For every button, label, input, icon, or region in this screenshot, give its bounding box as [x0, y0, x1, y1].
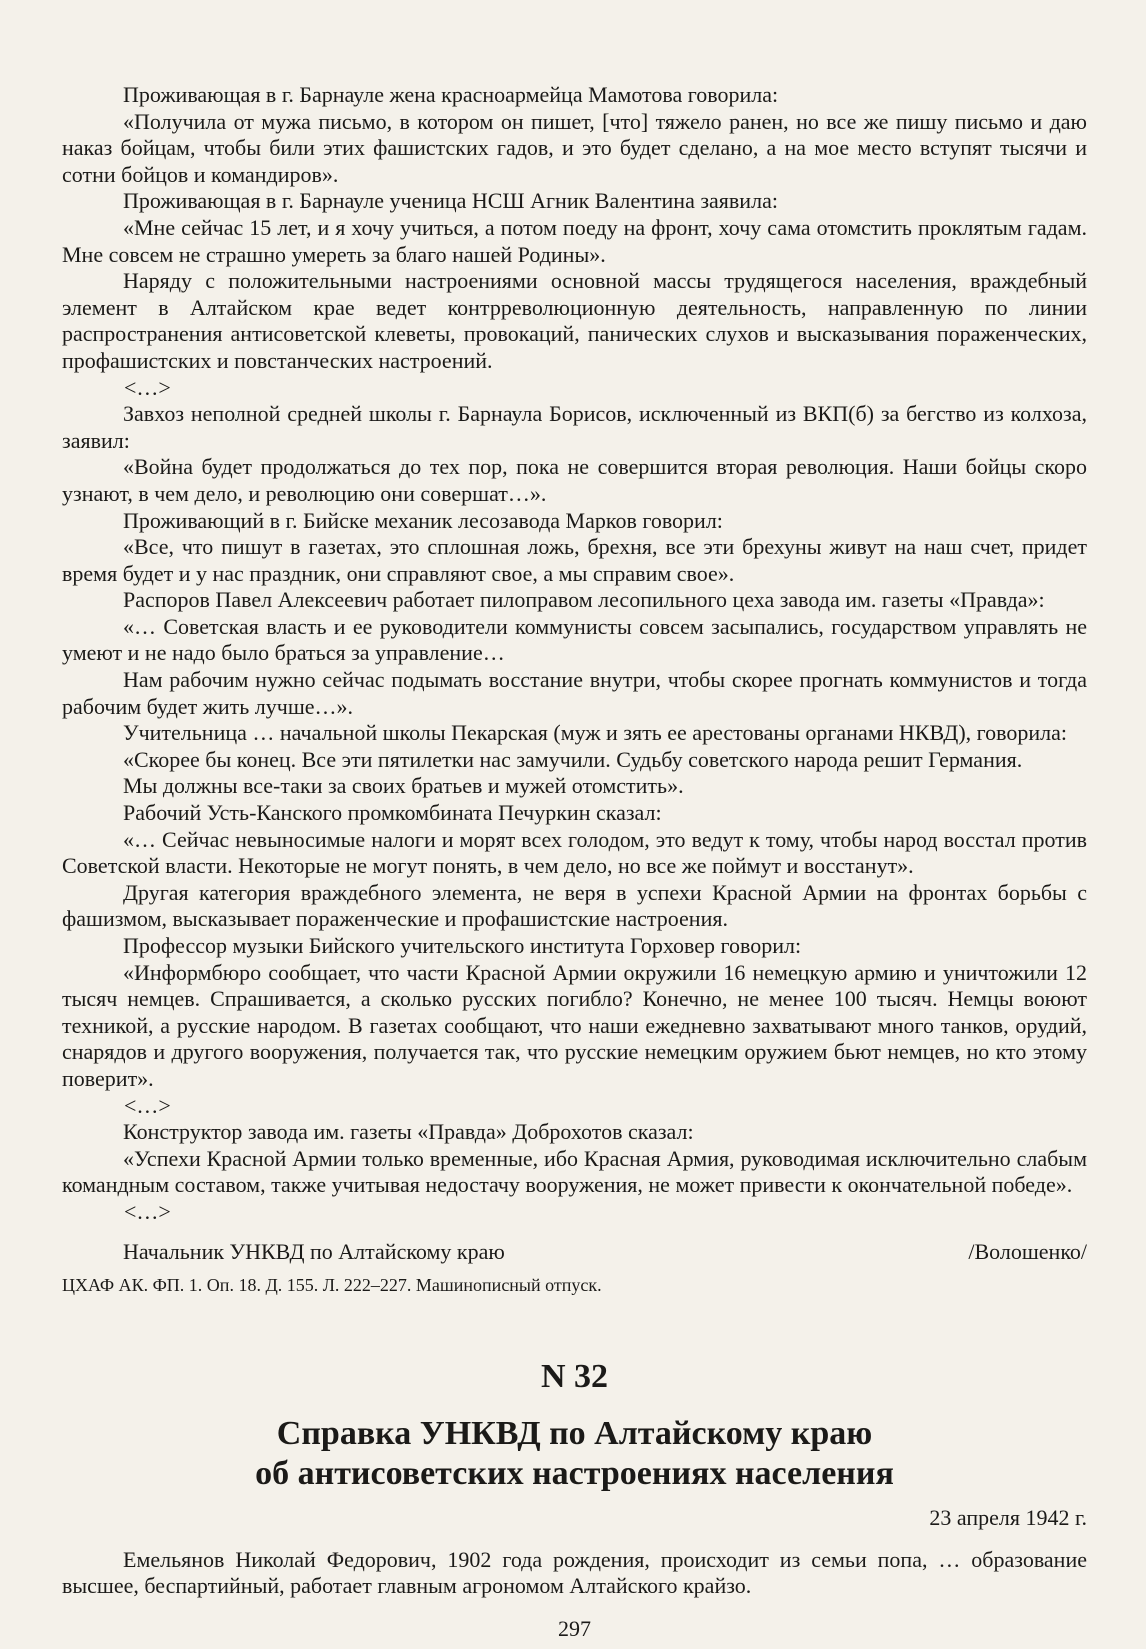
- paragraph: Учительница … начальной школы Пекарская (муж и зять ее арестованы органами НКВД), говорила:: [123, 720, 1067, 746]
- title-line: Справка УНКВД по Алтайскому краю: [276, 1414, 873, 1452]
- signature-name: /Волошенко/: [968, 1238, 1087, 1264]
- quote-paragraph: Мы должны все-таки за своих братьев и мужей отомстить».: [123, 773, 684, 799]
- document-date: 23 апреля 1942 г.: [929, 1504, 1087, 1530]
- quote-paragraph: «Информбюро сообщает, что части Красной Армии окружили 16 немецкую армию и уничтожили 12 тысяч немцев. Спрашивается, а сколько русских погибло? Конечно, не менее 100 тысяч. Немцы воюют техникой, а русские народом. В газетах сообщают, что наши ежедневно захватывают много танков, орудий, снарядов и другого вооружения, получается так, что русские немецким оружием бьют немцев, но кто этому поверит».: [62, 959, 1087, 1091]
- title-line: об антисоветских настроениях населения: [255, 1454, 894, 1492]
- omission-mark: <…>: [124, 1198, 171, 1224]
- paragraph: Проживающая в г. Барнауле жена красноармейца Мамотова говорила:: [123, 82, 779, 107]
- quote-paragraph: «… Советская власть и ее руководители коммунисты совсем засыпались, государством управлять не умеют и не надо было браться за управление…: [62, 613, 1087, 666]
- quote-paragraph: «Скорее бы конец. Все эти пятилетки нас замучили. Судьбу советского народа решит Германия.: [123, 746, 1023, 772]
- paragraph: Проживающий в г. Бийске механик лесозавода Марков говорил:: [123, 507, 723, 533]
- paragraph: Конструктор завода им. газеты «Правда» Доброхотов сказал:: [123, 1119, 694, 1145]
- quote-paragraph: «… Сейчас невыносимые налоги и морят всех голодом, это ведут к тому, чтобы народ восстал против Советской власти. Некоторые не могут понять, в чем дело, но все же поймут и восстанут».: [62, 826, 1087, 879]
- paragraph: Проживающая в г. Барнауле ученица НСШ Агник Валентина заявила:: [123, 188, 778, 214]
- quote-paragraph: «Все, что пишут в газетах, это сплошная ложь, брехня, все эти брехуны живут на наш счет, придет время будет и у нас праздник, они справляют свое, а мы справим свое».: [62, 534, 1087, 586]
- paragraph: Профессор музыки Бийского учительского института Горховер говорил:: [123, 933, 802, 958]
- paragraph: Распоров Павел Алексеевич работает пилоправом лесопильного цеха завода им. газеты «Правда»:: [123, 587, 1045, 613]
- paragraph: Завхоз неполной средней школы г. Барнаула Борисов, исключенный из ВКП(б) за бегство из колхоза, заявил:: [62, 401, 1087, 453]
- quote-paragraph: «Мне сейчас 15 лет, и я хочу учиться, а потом поеду на фронт, хочу сама отомстить проклятым гадам. Мне совсем не страшно умереть за благо нашей Родины».: [62, 214, 1087, 267]
- omission-mark: <…>: [124, 1092, 171, 1118]
- document-number: N 32: [540, 1357, 609, 1395]
- document-title: [62, 1414, 1087, 1494]
- archive-source-note: ЦХАФ АК. ФП. 1. Оп. 18. Д. 155. Л. 222–227. Машинописный отпуск.: [62, 1274, 602, 1295]
- quote-paragraph: Нам рабочим нужно сейчас подымать восстание внутри, чтобы скорее прогнать коммунистов и тогда рабочим будет жить лучше…».: [62, 667, 1087, 719]
- paragraph: Наряду с положительными настроениями основной массы трудящегося населения, враждебный элемент в Алтайском крае ведет контрреволюционную деятельность, направленную по линии распространения антисоветской клеветы, провокаций, панических слухов и высказывания пораженческих, профашистских и повстанческих настроений.: [62, 268, 1087, 373]
- page-content: [62, 82, 1087, 1642]
- signature-position: Начальник УНКВД по Алтайскому краю: [123, 1238, 505, 1264]
- paragraph: Другая категория враждебного элемента, не веря в успехи Красной Армии на фронтах борьбы с фашизмом, высказывает пораженческие и профашистские настроения.: [62, 879, 1087, 932]
- paragraph: Рабочий Усть-Канского промкомбината Печуркин сказал:: [123, 800, 662, 826]
- paragraph: Емельянов Николай Федорович, 1902 года рождения, происходит из семьи попа, … образование высшее, беспартийный, работает главным агрономом Алтайского крайзо.: [62, 1546, 1087, 1599]
- quote-paragraph: «Получила от мужа письмо, в котором он пишет, [что] тяжело ранен, но все же пишу письмо и даю наказ бойцам, чтобы били этих фашистских гадов, и это будет сделано, а на мое место вступят тысячи и сотни бойцов и командиров».: [62, 108, 1087, 187]
- quote-paragraph: «Успехи Красной Армии только временные, ибо Красная Армия, руководимая исключительно слабым командным составом, также учитывая недостачу вооружения, не может привести к окончательной победе».: [62, 1145, 1087, 1198]
- omission-mark: <…>: [124, 374, 171, 400]
- page-number: 297: [558, 1615, 591, 1641]
- quote-paragraph: «Война будет продолжаться до тех пор, пока не совершится вторая революция. Наши бойцы скоро узнают, в чем дело, и революцию они совершат…».: [62, 454, 1087, 506]
- signature-row: [62, 1239, 1087, 1265]
